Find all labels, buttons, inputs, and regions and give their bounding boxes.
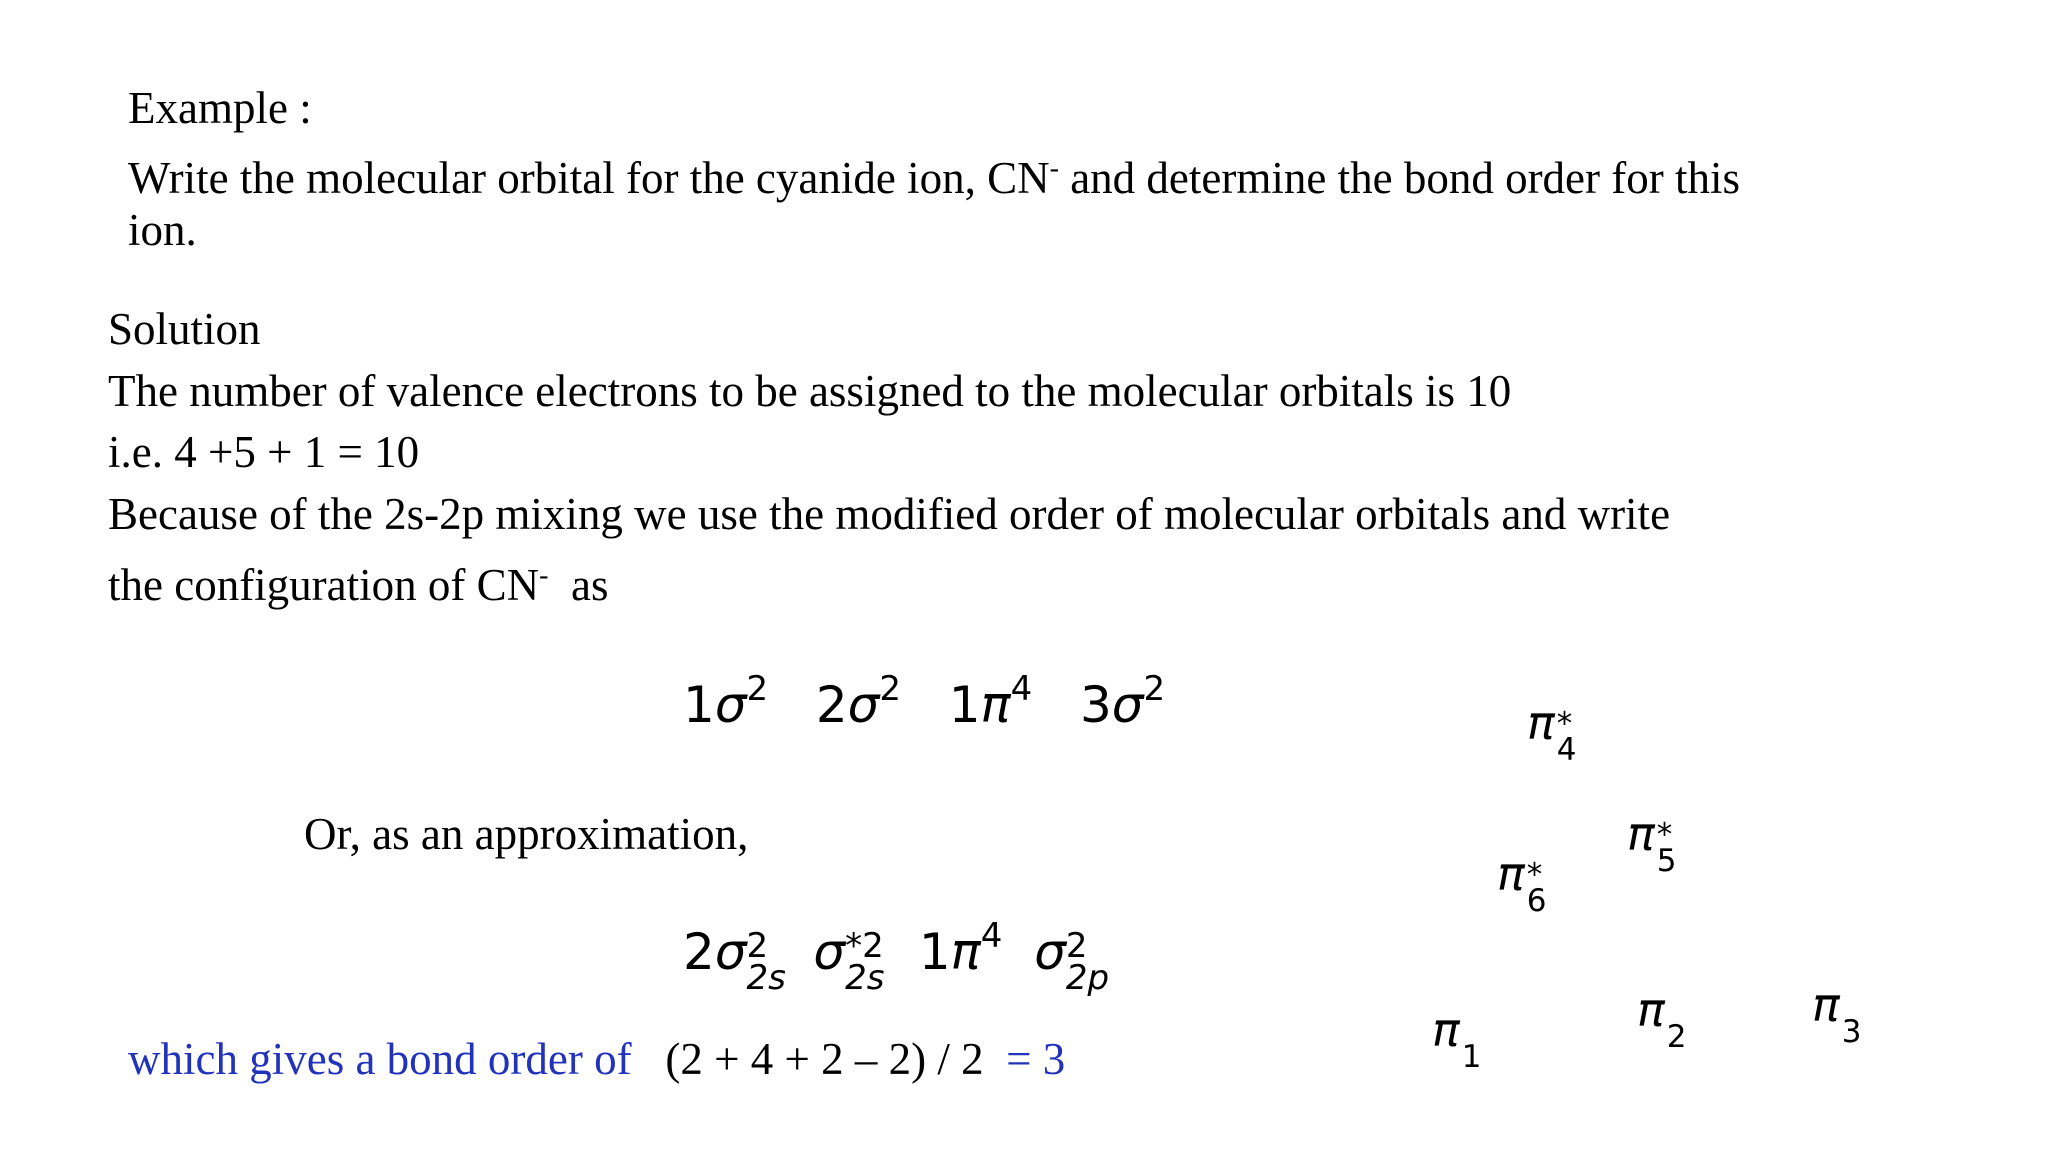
example-question-line1: Write the molecular orbital for the cyanide ion, CN- and determine the bond order for this — [128, 153, 1740, 203]
pi6-star-label: π * 6 — [1497, 847, 1547, 919]
bond-order-line — [128, 1028, 1065, 1090]
solution-line3: Because of the 2s-2p mixing we use the modified order of molecular orbitals and write — [108, 489, 1671, 539]
pi1-label: π 1 — [1432, 1003, 1482, 1075]
pi3-label: π 3 — [1812, 978, 1862, 1050]
bond-order-expression: (2 + 4 + 2 – 2) / 2 — [665, 1034, 984, 1084]
bond-order-result: = 3 — [1006, 1034, 1066, 1084]
pi2-label: π 2 — [1637, 983, 1687, 1055]
pi4-star-label: π * 4 — [1527, 696, 1577, 768]
approximation-label: Or, as an approximation, — [304, 809, 749, 859]
solution-line4: the configuration of CN- as — [108, 560, 609, 610]
approximate-configuration: 2σ 2 2s σ *2 2s $1\pi^4$ σ 2 2p — [683, 916, 1110, 998]
example-question-line2: ion. — [128, 205, 197, 255]
solution-line2: i.e. 4 +5 + 1 = 10 — [108, 427, 420, 477]
example-heading: Example : — [128, 83, 312, 133]
solution-heading: Solution — [108, 304, 261, 354]
solution-line1: The number of valence electrons to be assigned to the molecular orbitals is 10 — [108, 366, 1512, 416]
pi5-star-label: π * 5 — [1627, 807, 1677, 879]
electron-configuration: $1\sigma^2$ $2\sigma^2$ $1\pi^4$ $3\sigma^2$ — [683, 669, 1166, 734]
bond-order-lead: which gives a bond order of — [128, 1034, 632, 1084]
